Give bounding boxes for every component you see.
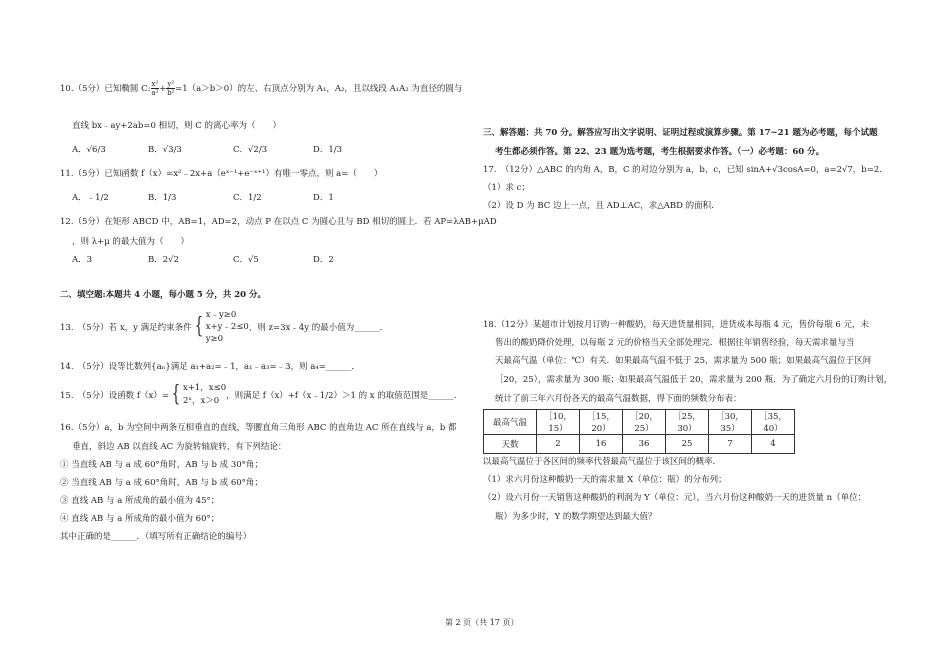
q10-frac-y: $\frac{\text{y²}}{\text{b²}}$ — [167, 80, 175, 97]
q13-cases — [206, 309, 249, 345]
table-cell: ［25，30） — [666, 410, 709, 435]
q15 — [60, 382, 462, 408]
q11-option-a: A．﹣1/2 — [72, 193, 109, 203]
q12-option-a: A．3 — [72, 255, 93, 265]
q16-line1: 16.（5分）a，b 为空间中两条互相垂直的直线，等腰直角三角形 ABC 的直角边 AC 所在直线与 a，b 都 — [60, 423, 457, 433]
q11-option-b: B．1/3 — [148, 193, 177, 203]
q11-line: 11.（5分）已知函数 f（x）=x²﹣2x+a（eˣ⁻¹+e⁻ˣ⁺¹）有唯一零点，则 a=（ ） — [60, 169, 383, 179]
section2-heading: 二、填空题:本题共 4 小题，每小题 5 分，共 20 分。 — [60, 290, 267, 300]
q18-sub2b: 瓶）为多少时，Y 的数学期望达到最大值？ — [495, 512, 657, 522]
table-cell: ［30，35） — [709, 410, 752, 435]
q12-option-d: D．2 — [313, 255, 334, 265]
q11-option-c: C．1/2 — [233, 193, 262, 203]
q16-last: 其中正确的是______．（填写所有正确结论的编号） — [60, 532, 252, 542]
q10-line2: 直线 bx﹣ay+2ab=0 相切，则 C 的离心率为（ ） — [72, 121, 281, 131]
q16-line2: 垂直，斜边 AB 以直线 AC 为旋转轴旋转，有下列结论： — [72, 442, 287, 452]
q12-option-b: B．2√2 — [148, 255, 179, 265]
q12-option-c: C．√5 — [233, 255, 259, 265]
q10-option-a: A．√6/3 — [72, 145, 106, 155]
q10-option-d: D．1/3 — [313, 145, 342, 155]
table-row — [484, 410, 795, 435]
q15-before: 15. （5分）设函数 f（x）= — [60, 391, 169, 401]
q15-case-2: 2ˣ，x＞0 — [182, 396, 220, 406]
table-cell: 2 — [537, 435, 580, 454]
q13-case-2: x+y﹣2≤0 — [205, 322, 249, 332]
q13-brace: { — [194, 314, 203, 339]
q18-line-4: ［20，25），需求量为 300 瓶；如果最高气温低于 20，需求量为 200 瓶．为了确定六月份的订购计划， — [495, 375, 893, 385]
table-cell: ［20，25） — [623, 410, 666, 435]
q15-cases — [183, 382, 226, 408]
q13-before: 13. （5分）若 x，y 满足约束条件 — [60, 323, 192, 333]
q18-line-1: 18.（12分）某超市计划按月订购一种酸奶，每天进货量相同，进货成本每瓶 4 元，售价每瓶 6 元，未 — [483, 320, 869, 330]
q10-text-a: 10.（5分）已知椭圆 C: — [60, 84, 151, 94]
q10-frac-x: $\frac{\text{x²}}{\text{a²}}$ — [151, 80, 159, 97]
q18-line-3: 天最高气温（单位：℃）有关．如果最高气温不低于 25，需求量为 500 瓶；如果最高气温位于区间 — [495, 356, 872, 366]
q15-after: ，则满足 f（x）+f（x﹣1/2）＞1 的 x 的取值范围是______． — [226, 391, 463, 401]
table-header-label: 最高气温 — [484, 410, 537, 435]
table-cell: ［10，15） — [537, 410, 580, 435]
q13-case-3: y≥0 — [205, 334, 224, 344]
table-cell: 4 — [752, 435, 795, 454]
q16-item-1: ① 当直线 AB 与 a 成 60°角时，AB 与 b 成 30°角； — [60, 460, 263, 470]
q12-line1: 12.（5分）在矩形 ABCD 中，AB=1，AD=2，动点 P 在以点 C 为圆心且与 BD 相切的圆上．若 AP=λAB+μAD — [60, 217, 497, 227]
q10-line1 — [60, 80, 462, 97]
table-cell: 16 — [580, 435, 623, 454]
q10-plus: + — [159, 84, 167, 94]
q10-text-b: =1（a＞b＞0）的左、右顶点分别为 A₁，A₂，且以线段 A₁A₂ 为直径的圆与 — [175, 84, 463, 94]
q13-case-1: x﹣y≥0 — [205, 310, 237, 320]
section3-line2: 考生都必须作答。第 22、23 题为选考题，考生根据要求作答。（一）必考题：60 分。 — [495, 147, 825, 157]
table-cell: 36 — [623, 435, 666, 454]
q18-after-table: 以最高气温位于各区间的频率代替最高气温位于该区间的概率． — [483, 457, 722, 467]
q12-line2: ，则 λ+μ 的最大值为（ ） — [72, 237, 189, 247]
table-cell: ［15，20） — [580, 410, 623, 435]
q15-case-1: x+1，x≤0 — [182, 383, 227, 393]
q16-item-4: ④ 直线 AB 与 a 所成角的最小值为 60°； — [60, 514, 220, 524]
frequency-table — [483, 409, 795, 454]
table-cell: 7 — [709, 435, 752, 454]
q10-option-b: B．√3/3 — [148, 145, 182, 155]
q10-option-c: C．√2/3 — [233, 145, 268, 155]
q17-line1: 17. （12分）△ABC 的内角 A，B，C 的对边分别为 a，b，c，已知 sinA+√3cosA=0，a=2√7，b=2. — [483, 165, 882, 175]
page-footer: 第 2 页（共 17 页） — [445, 618, 519, 627]
q18-line-5: 统计了前三年六月份各天的最高气温数据，得下面的频数分布表： — [495, 394, 742, 404]
q14: 14. （5分）设等比数列{aₙ}满足 a₁+a₂=﹣1，a₁﹣a₃=﹣3，则 a₄=______． — [60, 362, 360, 372]
q13 — [60, 309, 388, 345]
q13-after: ，则 z=3x﹣4y 的最小值为______． — [248, 323, 389, 333]
table-cell: ［35，40） — [752, 410, 795, 435]
q11-option-d: D．1 — [313, 193, 334, 203]
table-row — [484, 435, 795, 454]
table-row-label: 天数 — [484, 435, 537, 454]
section3-line1: 三、解答题：共 70 分。解答应写出文字说明、证明过程或演算步骤。第 17~21 题为必考题，每个试题 — [483, 128, 878, 138]
q16-item-2: ② 当直线 AB 与 a 成 60°角时，AB 与 b 成 60°角； — [60, 478, 263, 488]
q15-brace: { — [171, 382, 181, 407]
q17-sub2: （2）设 D 为 BC 边上一点，且 AD⊥AC，求△ABD 的面积. — [483, 201, 714, 211]
q17-sub1: （1）求 c； — [483, 183, 530, 193]
q16-item-3: ③ 直线 AB 与 a 所成角的最小值为 45°； — [60, 496, 220, 506]
q18-sub2a: （2）设六月份一天销售这种酸奶的利润为 Y（单位：元），当六月份这种酸奶一天的进货量 n（单位： — [483, 493, 867, 503]
q18-sub1: （1）求六月份这种酸奶一天的需求量 X（单位：瓶）的分布列； — [483, 475, 727, 485]
q18-line-2: 售出的酸奶降价处理，以每瓶 2 元的价格当天全部处理完．根据往年销售经验，每天需求量与当 — [495, 338, 855, 348]
table-cell: 25 — [666, 435, 709, 454]
